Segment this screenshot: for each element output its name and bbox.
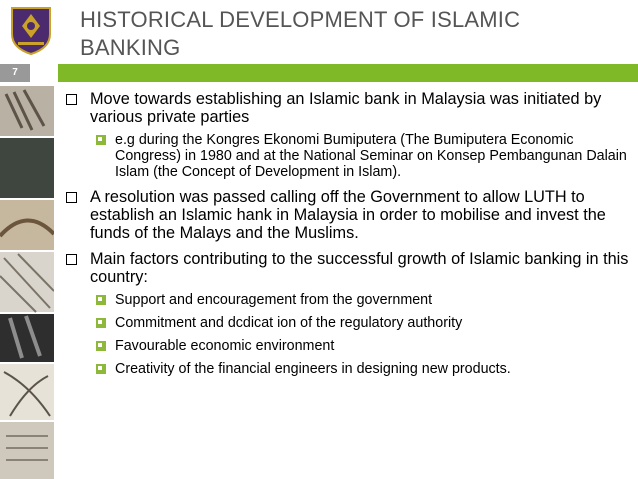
hollow-square-bullet-icon: [66, 192, 77, 203]
bullet-text: Main factors contributing to the successful growth of Islamic banking in this country:: [90, 250, 629, 286]
list-item: [60, 90, 630, 126]
sub-bullet-text: Commitment and dcdicat ion of the regulatory authority: [115, 315, 463, 331]
sub-bullet-text: Favourable economic environment: [115, 338, 335, 354]
sub-list-item: [60, 132, 630, 180]
green-square-bullet-icon: [96, 135, 106, 145]
sub-list-item: [60, 292, 630, 308]
sub-list-item: [60, 361, 630, 377]
sub-bullet-text: e.g during the Kongres Ekonomi Bumiputera (The Bumiputera Economic Congress) in 1980 and at the National Seminar on Konsep Pembangunan Dalain Islam (the Concept of Development in Islam).: [115, 132, 627, 180]
sub-list-item: [60, 315, 630, 331]
green-square-bullet-icon: [96, 295, 106, 305]
green-square-bullet-icon: [96, 364, 106, 374]
list-item: [60, 250, 630, 286]
slide-content: [60, 90, 630, 384]
sub-bullet-text: Support and encouragement from the government: [115, 292, 433, 308]
bullet-text: A resolution was passed calling off the Government to allow LUTH to establish an Islamic hank in Malaysia in order to mobilise and invest the funds of the Malays and the Muslims.: [90, 188, 606, 242]
slide-number: 7: [0, 64, 30, 82]
bullet-text: Move towards establishing an Islamic bank in Malaysia was initiated by various private parties: [90, 90, 602, 126]
green-square-bullet-icon: [96, 341, 106, 351]
decorative-image-strip: [0, 86, 54, 479]
header-accent-bar: [58, 64, 638, 82]
university-crest-icon: [8, 4, 54, 56]
list-item: [60, 188, 630, 242]
hollow-square-bullet-icon: [66, 254, 77, 265]
sub-list: [60, 292, 630, 377]
sub-bullet-text: Creativity of the financial engineers in designing new products.: [115, 361, 511, 377]
slide-title: HISTORICAL DEVELOPMENT OF ISLAMIC BANKING: [80, 7, 521, 60]
sub-list-item: [60, 338, 630, 354]
hollow-square-bullet-icon: [66, 94, 77, 105]
green-square-bullet-icon: [96, 318, 106, 328]
